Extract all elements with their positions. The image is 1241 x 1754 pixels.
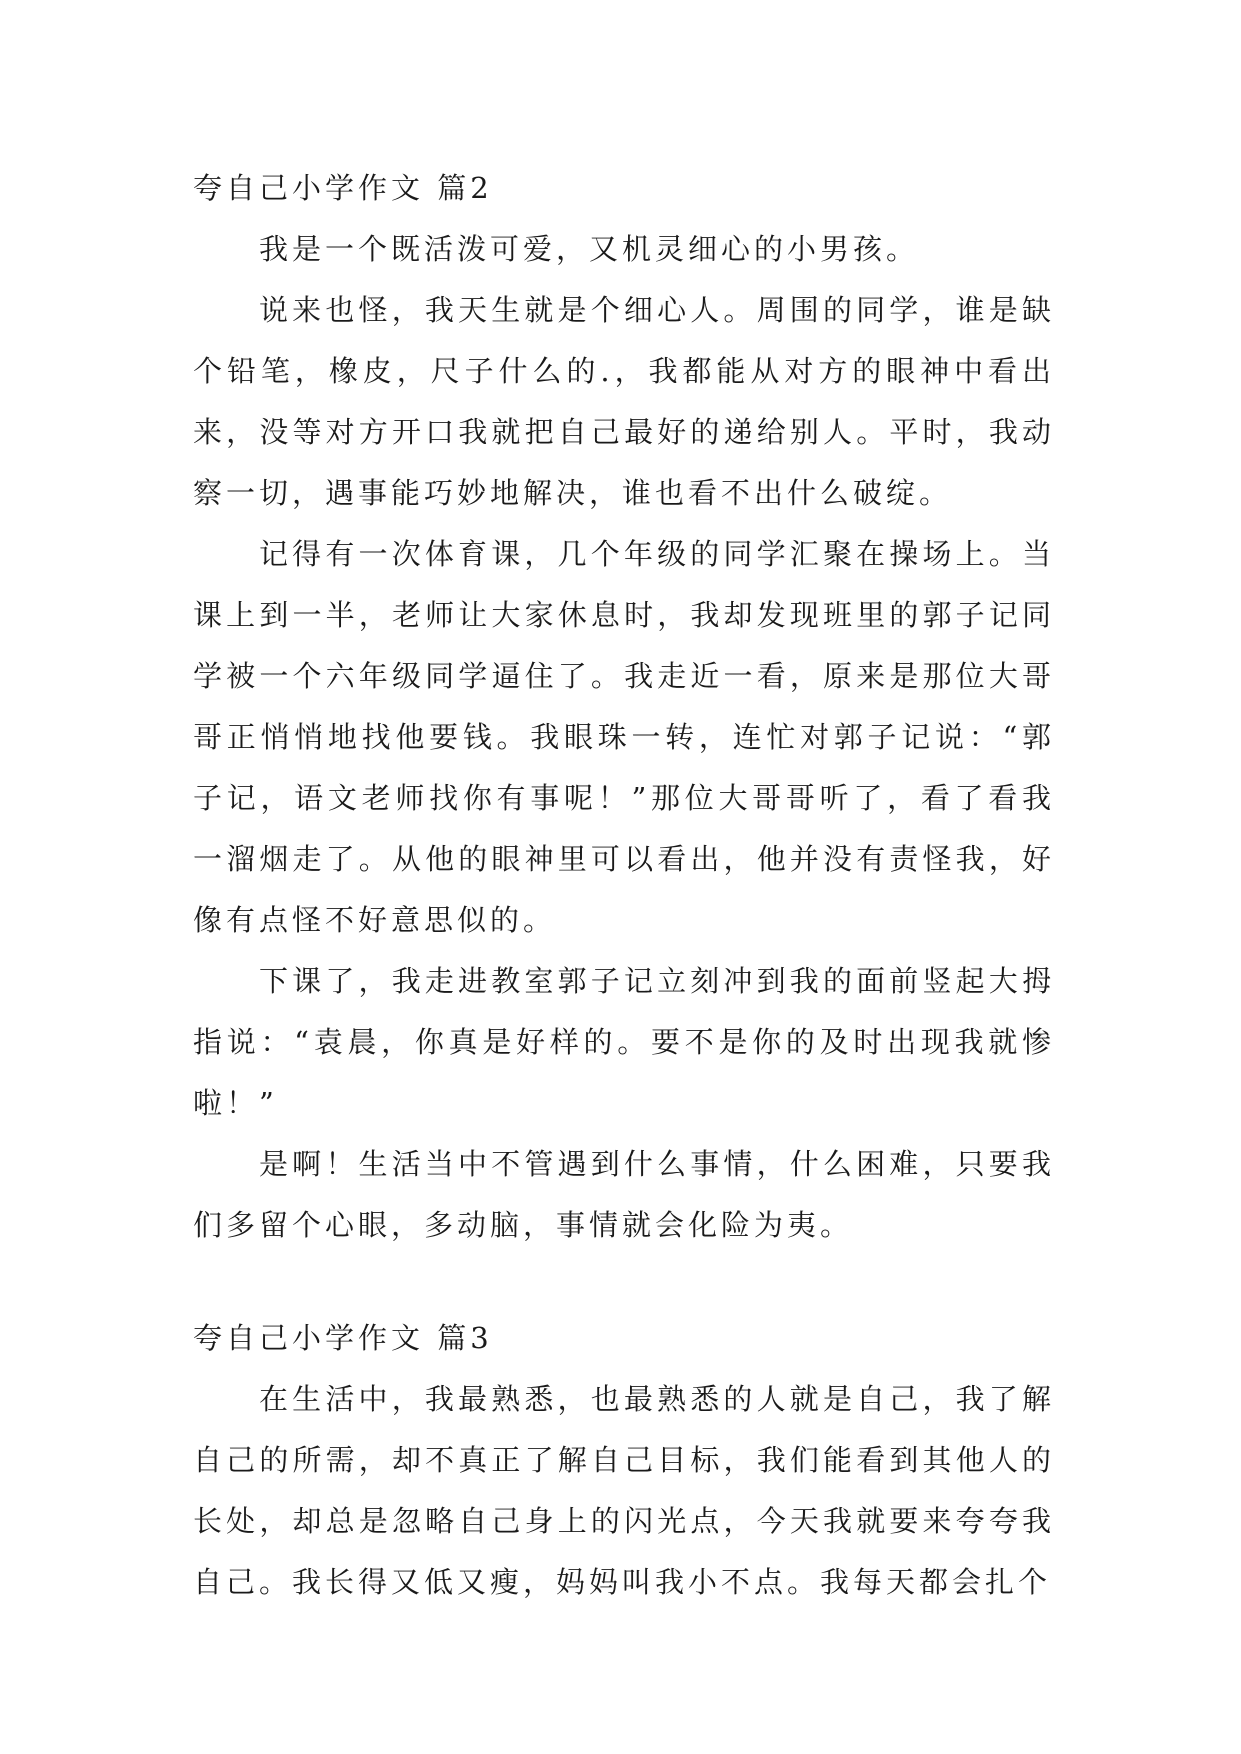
paragraph: 说来也怪，我天生就是个细心人。周围的同学，谁是缺个铅笔，橡皮，尺子什么的.，我都能从对方的眼神中看出来，没等对方开口我就把自己最好的递给别人。平时，我动察一切，遇事能巧妙地解决，谁也看不出什么破绽。 [193, 293, 1055, 510]
paragraph: 是啊！生活当中不管遇到什么事情，什么困难，只要我们多留个心眼，多动脑，事情就会化险为夷。 [193, 1147, 1055, 1242]
section-spacer [193, 1256, 1055, 1308]
document-body [193, 158, 1055, 1613]
section-heading: 夸自己小学作文 篇2 [193, 171, 493, 205]
paragraph: 下课了，我走进教室郭子记立刻冲到我的面前竖起大拇指说：“袁晨，你真是好样的。要不是你的及时出现我就惨啦！” [193, 964, 1055, 1120]
paragraph: 记得有一次体育课，几个年级的同学汇聚在操场上。当课上到一半，老师让大家休息时，我却发现班里的郭子记同学被一个六年级同学逼住了。我走近一看，原来是那位大哥哥正悄悄地找他要钱。我眼珠一转，连忙对郭子记说：“郭子记，语文老师找你有事呢！”那位大哥哥听了，看了看我一溜烟走了。从他的眼神里可以看出，他并没有责怪我，好像有点怪不好意思似的。 [193, 537, 1055, 937]
paragraph: 在生活中，我最熟悉，也最熟悉的人就是自己，我了解自己的所需，却不真正了解自己目标，我们能看到其他人的长处，却总是忽略自己身上的闪光点，今天我就要来夸夸我自己。我长得又低又瘦，妈妈叫我小不点。我每天都会扎个 [193, 1382, 1055, 1599]
paragraph: 我是一个既活泼可爱，又机灵细心的小男孩。 [259, 232, 920, 266]
section-heading: 夸自己小学作文 篇3 [193, 1321, 493, 1355]
